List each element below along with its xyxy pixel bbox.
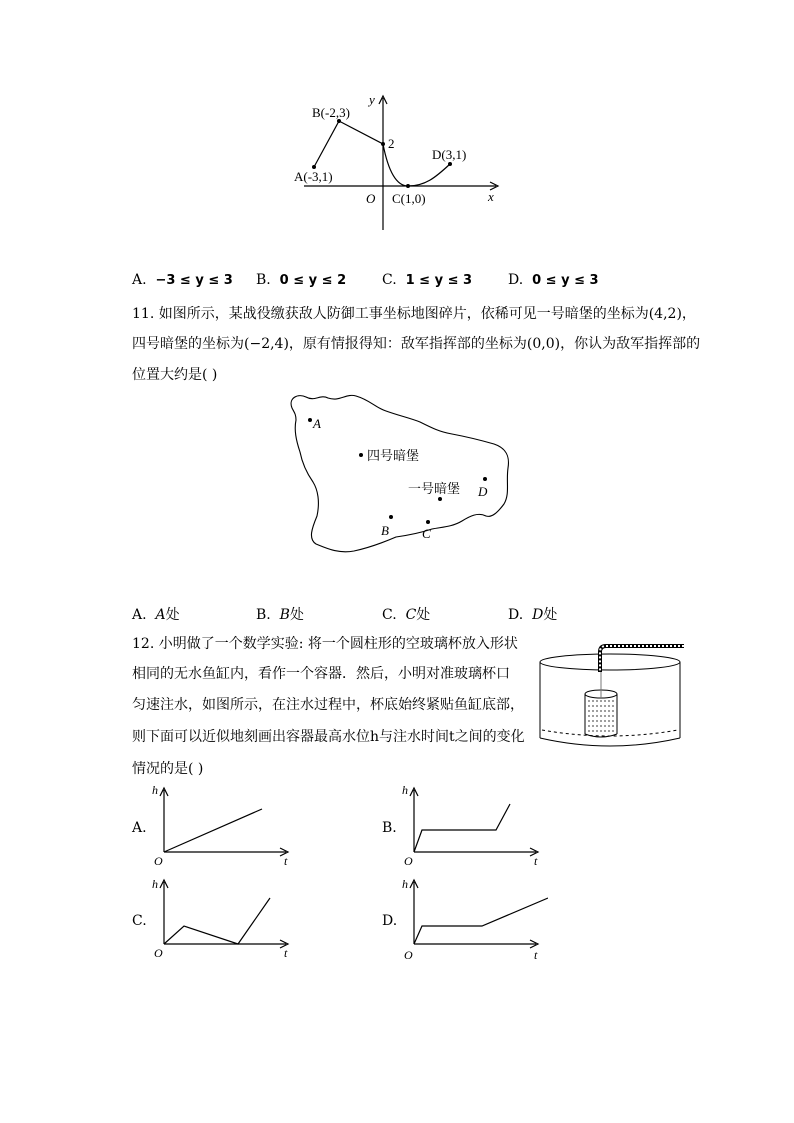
glass-bottom — [585, 734, 617, 737]
point-d-label: D(3,1) — [432, 147, 467, 162]
graph-c-letter: C. — [132, 913, 147, 929]
q11-option-a-letter: A. — [132, 607, 147, 623]
point-a-map — [308, 418, 312, 422]
q11-option-a-suffix: 处 — [165, 607, 180, 623]
map-label-d: D — [478, 484, 488, 499]
point-d-map — [483, 477, 487, 481]
graph-a — [150, 782, 298, 868]
graph-b-line — [414, 804, 510, 852]
glass-water — [588, 701, 614, 731]
q10-option-c — [382, 272, 472, 288]
graph-b — [400, 782, 548, 868]
graph-d-line — [414, 898, 548, 944]
map-label-c: C — [422, 526, 431, 541]
q10-option-b-math: 0 ≤ y ≤ 2 — [279, 273, 347, 288]
q12-line-2: 相同的无水鱼缸内，看作一个容器．然后，小明对准玻璃杯口 — [132, 666, 510, 682]
point-k — [381, 142, 385, 146]
q12-line-4: 则下面可以近似地刻画出容器最高水位h与注水时间t之间的变化 — [132, 729, 525, 745]
graph-d-t: t — [534, 948, 538, 960]
graph-b-h: h — [402, 783, 408, 797]
q11-option-b-value: B — [279, 607, 290, 623]
graph-b-letter: B. — [382, 820, 397, 836]
q11-line-3: 位置大约是( ) — [132, 367, 218, 383]
map-label-a: A — [313, 416, 321, 431]
tank-top — [540, 654, 680, 670]
segment-abk — [314, 121, 383, 167]
graph-a-letter: A. — [132, 820, 147, 836]
q10-option-a-math: −3 ≤ y ≤ 3 — [155, 273, 233, 288]
water-pipe — [600, 646, 684, 672]
q11-option-c-suffix: 处 — [416, 607, 431, 623]
fish-tank-figure — [534, 638, 690, 750]
q11-option-c-value: C — [405, 607, 417, 623]
graph-c-line — [164, 898, 270, 944]
map-label-first: 一号暗堡 — [408, 481, 461, 496]
q11-option-d — [508, 604, 557, 624]
graph-c — [150, 874, 298, 960]
q11-option-a — [132, 604, 180, 624]
q10-option-d-math: 0 ≤ y ≤ 3 — [532, 273, 599, 288]
axis-x-label: x — [488, 189, 494, 204]
q11-option-c — [382, 604, 430, 624]
q10-option-b — [256, 272, 346, 288]
graph-a-t: t — [284, 854, 288, 868]
q11-option-d-value: D — [532, 607, 544, 623]
q11-option-a-value: A — [155, 607, 166, 623]
map-outline — [291, 395, 508, 551]
water-pipe-inner — [600, 646, 684, 672]
q11-line-2: 四号暗堡的坐标为(−2,4)，原有情报得知：敌军指挥部的坐标为(0,0)，你认为敌军指挥部的 — [132, 336, 701, 352]
q12-line-5: 情况的是( ) — [132, 761, 204, 777]
q11-option-d-letter: D. — [508, 607, 524, 623]
q11-option-c-letter: C. — [382, 607, 397, 623]
q10-option-d-letter: D. — [508, 272, 524, 288]
point-c-label: C(1,0) — [392, 191, 426, 206]
q10-option-c-math: 1 ≤ y ≤ 3 — [405, 273, 473, 288]
q10-option-b-letter: B. — [256, 272, 271, 288]
coordinate-figure — [280, 88, 510, 238]
graph-c-o: O — [154, 946, 163, 960]
graph-c-t: t — [284, 946, 288, 960]
point-c-map — [426, 520, 430, 524]
q10-option-d — [508, 272, 599, 288]
axis-y-label: y — [369, 92, 375, 107]
origin-label: O — [366, 191, 376, 206]
graph-b-t: t — [534, 854, 538, 868]
q11-option-d-suffix: 处 — [543, 607, 558, 623]
graph-a-h: h — [152, 783, 158, 797]
point-b-label: B(-2,3) — [312, 105, 350, 120]
fourth-bunker-point — [359, 453, 363, 457]
map-fragment — [282, 390, 514, 558]
graph-c-h: h — [152, 877, 158, 891]
point-a-label: A(-3,1) — [294, 169, 333, 184]
graph-b-o: O — [404, 854, 413, 868]
point-b-map — [389, 515, 393, 519]
map-label-fourth: 四号暗堡 — [367, 448, 420, 463]
q10-option-a-letter: A. — [132, 272, 147, 288]
q12-line-1: 12. 小明做了一个数学实验: 将一个圆柱形的空玻璃杯放入形状 — [132, 636, 518, 652]
first-bunker-point — [438, 497, 442, 501]
q12-line-3: 匀速注水，如图所示，在注水过程中，杯底始终紧贴鱼缸底部， — [132, 697, 524, 713]
graph-d-o: O — [404, 948, 413, 960]
y-tick-label: 2 — [388, 136, 395, 151]
graph-d-h: h — [402, 877, 408, 891]
point-c — [406, 184, 410, 188]
q11-option-b — [256, 604, 304, 624]
map-label-b: B — [381, 523, 389, 538]
tank-bottom — [540, 738, 680, 746]
graph-a-o: O — [154, 854, 163, 868]
q11-line-1: 11. 如图所示，某战役缴获敌人防御工事坐标地图碎片，依稀可见一号暗堡的坐标为(4,2)， — [132, 306, 696, 322]
q10-option-a — [132, 272, 233, 288]
point-d — [448, 162, 452, 166]
graph-d — [400, 874, 548, 960]
graph-a-line — [164, 809, 262, 852]
q10-option-c-letter: C. — [382, 272, 397, 288]
q11-option-b-letter: B. — [256, 607, 271, 623]
graph-d-letter: D. — [382, 913, 398, 929]
q11-option-b-suffix: 处 — [289, 607, 304, 623]
